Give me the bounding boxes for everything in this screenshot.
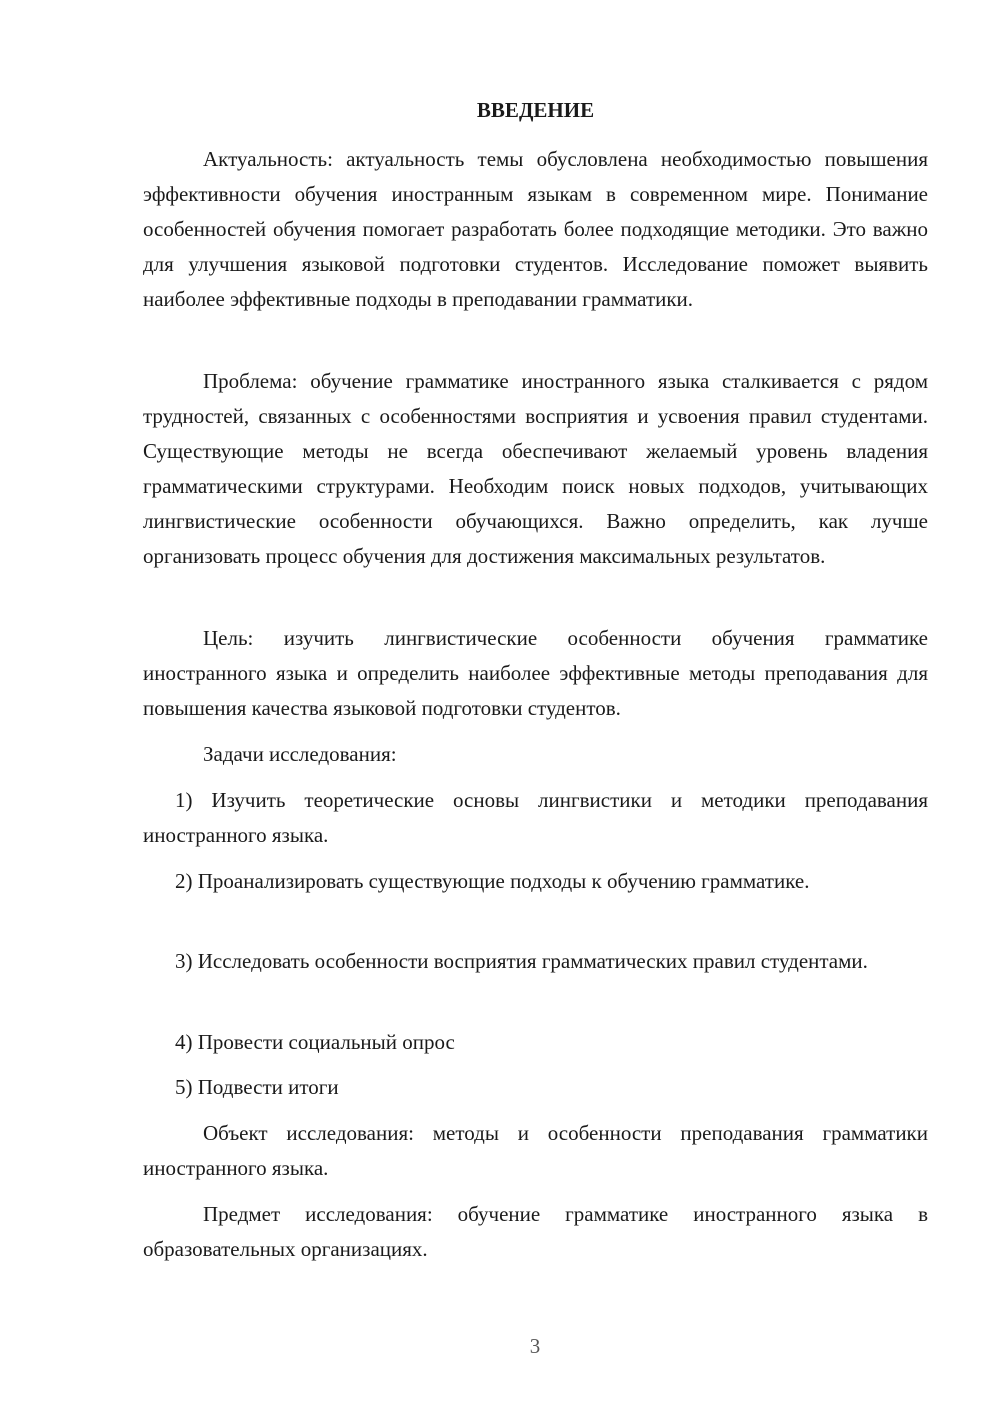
task-item-3: 3) Исследовать особенности восприятия грамматических правил студентами. [175, 949, 868, 973]
section-heading: ВВЕДЕНИЕ [476, 98, 595, 122]
paragraph-object: Объект исследования: методы и особенности преподавания грамматики иностранного языка. [143, 1121, 928, 1180]
task-item-1: 1) Изучить теоретические основы лингвистики и методики преподавания иностранного языка. [143, 788, 928, 847]
paragraph-goal: Цель: изучить лингвистические особенности обучения грамматике иностранного языка и определить наиболее эффективные методы преподавания для повышения качества языковой подготовки студентов. [143, 626, 928, 720]
tasks-title: Задачи исследования: [203, 742, 397, 766]
task-item-4: 4) Провести социальный опрос [175, 1030, 455, 1054]
task-item-2: 2) Проанализировать существующие подходы к обучению грамматике. [175, 869, 810, 893]
paragraph-problem: Проблема: обучение грамматике иностранного языка сталкивается с рядом трудностей, связанных с особенностями восприятия и усвоения правил студентами. Существующие методы не всегда обеспечивают желаемый уровень владения грамматическими структурами. Необходим поиск новых подходов, учитывающих лингвистические особенности обучающихся. Важно определить, как лучше организовать процесс обучения для достижения максимальных результатов. [143, 369, 928, 568]
page-number: 3 [529, 1334, 541, 1358]
paragraph-relevance: Актуальность: актуальность темы обусловлена необходимостью повышения эффективности обучения иностранным языкам в современном мире. Понимание особенностей обучения помогает разработать более подходящие методики. Это важно для улучшения языковой подготовки студентов. Исследование поможет выявить наиболее эффективные подходы в преподавании грамматики. [143, 147, 928, 311]
paragraph-subject: Предмет исследования: обучение грамматике иностранного языка в образовательных организациях. [143, 1202, 928, 1261]
task-item-5: 5) Подвести итоги [175, 1075, 339, 1099]
